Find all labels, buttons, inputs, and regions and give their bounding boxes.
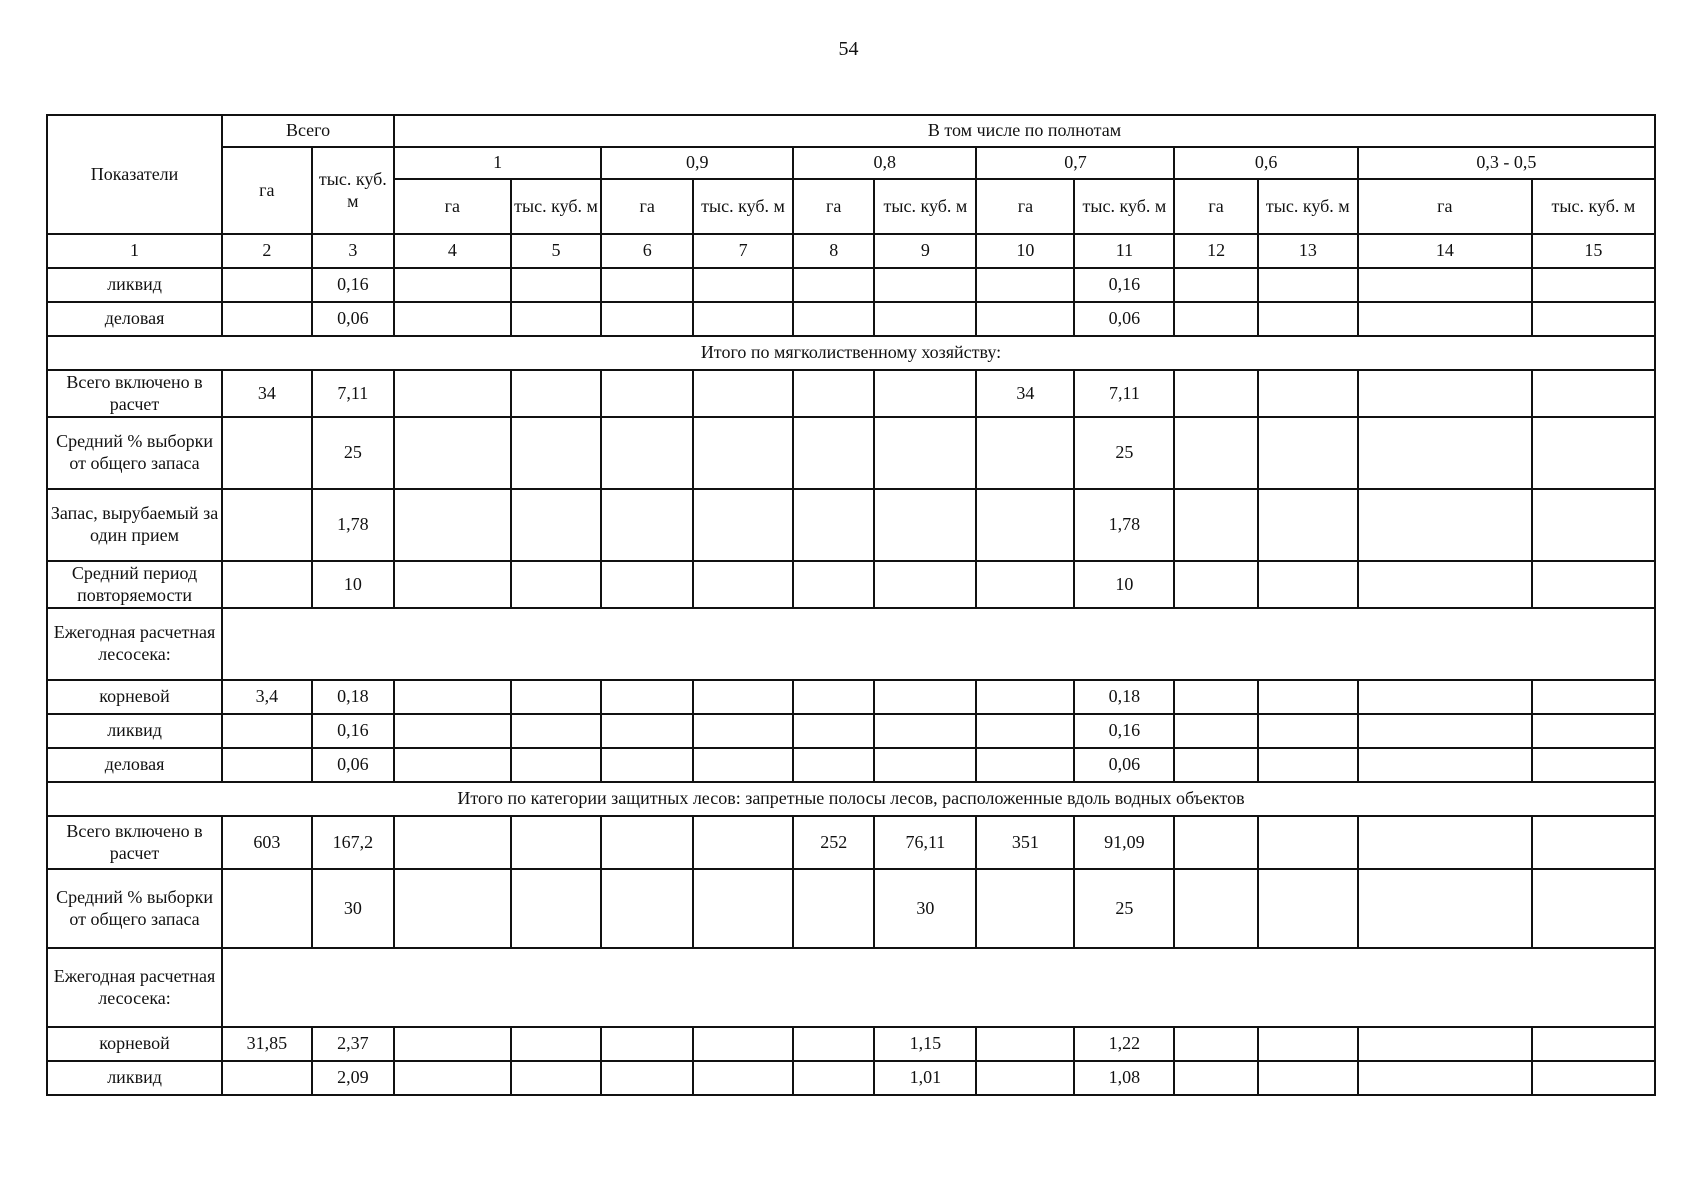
column-number: 15 bbox=[1532, 234, 1655, 268]
table-cell: 2,37 bbox=[312, 1027, 394, 1061]
table-cell bbox=[874, 489, 976, 561]
table-row bbox=[47, 748, 1655, 782]
table-cell: 0,16 bbox=[312, 714, 394, 748]
table-cell bbox=[511, 561, 602, 608]
table-cell bbox=[976, 417, 1074, 489]
column-number: 5 bbox=[511, 234, 602, 268]
table-cell bbox=[394, 816, 511, 869]
table-cell: 0,06 bbox=[312, 748, 394, 782]
table-cell bbox=[793, 370, 874, 417]
header-by-density: В том числе по полнотам bbox=[394, 115, 1655, 147]
column-number: 10 bbox=[976, 234, 1074, 268]
table-cell bbox=[1258, 1061, 1358, 1095]
row-label: Ежегодная расчетная лесосека: bbox=[47, 948, 222, 1027]
table-cell bbox=[222, 561, 312, 608]
table-cell bbox=[394, 268, 511, 302]
table-cell: 1,78 bbox=[312, 489, 394, 561]
table-cell bbox=[693, 370, 793, 417]
table-cell bbox=[1174, 1027, 1257, 1061]
table-cell bbox=[1358, 561, 1532, 608]
table-cell: 25 bbox=[1074, 417, 1174, 489]
table-cell: 10 bbox=[312, 561, 394, 608]
table-cell bbox=[693, 748, 793, 782]
table-cell bbox=[1174, 417, 1257, 489]
row-label: ликвид bbox=[47, 268, 222, 302]
column-number: 3 bbox=[312, 234, 394, 268]
table-cell bbox=[693, 489, 793, 561]
table-cell bbox=[693, 1027, 793, 1061]
table-cell: 0,16 bbox=[1074, 268, 1174, 302]
table-cell bbox=[394, 869, 511, 948]
table-cell bbox=[601, 1027, 693, 1061]
row-label: Запас, вырубаемый за один прием bbox=[47, 489, 222, 561]
table-cell: 34 bbox=[222, 370, 312, 417]
table-row bbox=[47, 1027, 1655, 1061]
table-row bbox=[47, 417, 1655, 489]
table-cell bbox=[1258, 816, 1358, 869]
table-cell bbox=[1358, 714, 1532, 748]
table-cell bbox=[874, 302, 976, 336]
header-density-0-9: 0,9 bbox=[601, 147, 793, 179]
table-cell bbox=[1174, 680, 1257, 714]
section-heading: Итого по мягколиственному хозяйству: bbox=[47, 336, 1655, 370]
table-cell bbox=[1532, 302, 1655, 336]
table-cell bbox=[222, 714, 312, 748]
table-cell bbox=[601, 816, 693, 869]
table-cell bbox=[394, 1061, 511, 1095]
table-cell bbox=[976, 1027, 1074, 1061]
table-cell: 351 bbox=[976, 816, 1074, 869]
table-cell bbox=[1532, 370, 1655, 417]
table-row bbox=[47, 714, 1655, 748]
table-cell bbox=[1258, 268, 1358, 302]
table-cell bbox=[1358, 1061, 1532, 1095]
table-cell: 91,09 bbox=[1074, 816, 1174, 869]
table-cell bbox=[222, 1061, 312, 1095]
header-sub-unit: га bbox=[1358, 179, 1532, 234]
table-cell bbox=[1174, 561, 1257, 608]
table-cell bbox=[976, 748, 1074, 782]
header-sub-unit: га bbox=[976, 179, 1074, 234]
table-cell bbox=[693, 417, 793, 489]
row-label: Средний % выборки от общего запаса bbox=[47, 869, 222, 948]
table-cell bbox=[1258, 1027, 1358, 1061]
table-cell bbox=[1532, 680, 1655, 714]
table-cell: 30 bbox=[874, 869, 976, 948]
table-cell bbox=[793, 714, 874, 748]
table-cell bbox=[394, 748, 511, 782]
table-row bbox=[47, 268, 1655, 302]
empty-merged-cell bbox=[222, 608, 1655, 680]
table-cell bbox=[511, 816, 602, 869]
table-cell bbox=[1532, 1027, 1655, 1061]
table-cell bbox=[1532, 489, 1655, 561]
table-cell bbox=[394, 417, 511, 489]
table-cell bbox=[394, 561, 511, 608]
table-cell bbox=[601, 489, 693, 561]
table-row bbox=[47, 302, 1655, 336]
column-number: 6 bbox=[601, 234, 693, 268]
table-cell bbox=[1258, 714, 1358, 748]
table-row bbox=[47, 336, 1655, 370]
table-cell bbox=[511, 417, 602, 489]
table-cell bbox=[394, 680, 511, 714]
header-sub-unit: га bbox=[394, 179, 511, 234]
table-cell bbox=[1358, 816, 1532, 869]
table-cell: 0,06 bbox=[1074, 748, 1174, 782]
header-density-0-8: 0,8 bbox=[793, 147, 976, 179]
table-cell bbox=[1258, 370, 1358, 417]
header-total: Всего bbox=[222, 115, 394, 147]
table-cell: 76,11 bbox=[874, 816, 976, 869]
table-row bbox=[47, 782, 1655, 816]
table-cell bbox=[874, 417, 976, 489]
header-density-0-3-0-5: 0,3 - 0,5 bbox=[1358, 147, 1655, 179]
table-cell bbox=[511, 370, 602, 417]
table-cell bbox=[511, 1027, 602, 1061]
table-cell bbox=[1358, 370, 1532, 417]
table-cell: 0,16 bbox=[1074, 714, 1174, 748]
table-cell bbox=[793, 268, 874, 302]
column-number: 2 bbox=[222, 234, 312, 268]
table-cell bbox=[1358, 1027, 1532, 1061]
table-cell: 25 bbox=[1074, 869, 1174, 948]
table-cell: 0,18 bbox=[312, 680, 394, 714]
table-cell bbox=[874, 268, 976, 302]
table-cell bbox=[222, 417, 312, 489]
table-cell bbox=[1532, 748, 1655, 782]
column-number: 14 bbox=[1358, 234, 1532, 268]
table-cell bbox=[1532, 869, 1655, 948]
table-cell: 252 bbox=[793, 816, 874, 869]
table-cell bbox=[601, 714, 693, 748]
table-cell bbox=[601, 417, 693, 489]
column-number: 8 bbox=[793, 234, 874, 268]
table-cell bbox=[1358, 302, 1532, 336]
table-cell bbox=[1532, 268, 1655, 302]
table-cell bbox=[693, 302, 793, 336]
table-row bbox=[47, 948, 1655, 1027]
table-cell: 34 bbox=[976, 370, 1074, 417]
table-cell bbox=[1174, 489, 1257, 561]
table-row bbox=[47, 1061, 1655, 1095]
table-cell bbox=[976, 714, 1074, 748]
table-cell bbox=[601, 680, 693, 714]
table-cell bbox=[976, 869, 1074, 948]
table-cell bbox=[693, 714, 793, 748]
table-cell bbox=[394, 714, 511, 748]
table-cell bbox=[874, 748, 976, 782]
table-cell: 10 bbox=[1074, 561, 1174, 608]
table-row bbox=[47, 370, 1655, 417]
header-sub-unit: га bbox=[793, 179, 874, 234]
row-label: деловая bbox=[47, 748, 222, 782]
table-row bbox=[47, 869, 1655, 948]
table-cell: 1,15 bbox=[874, 1027, 976, 1061]
table-cell bbox=[1532, 1061, 1655, 1095]
table-cell bbox=[601, 370, 693, 417]
table-cell bbox=[874, 680, 976, 714]
table-cell bbox=[693, 816, 793, 869]
header-density-0-6: 0,6 bbox=[1174, 147, 1357, 179]
table-cell bbox=[222, 748, 312, 782]
table-cell bbox=[511, 680, 602, 714]
table-cell bbox=[1258, 302, 1358, 336]
table-cell bbox=[1174, 1061, 1257, 1095]
table-cell bbox=[1174, 714, 1257, 748]
table-cell bbox=[976, 561, 1074, 608]
table-cell: 0,18 bbox=[1074, 680, 1174, 714]
table-cell bbox=[511, 302, 602, 336]
row-label: корневой bbox=[47, 1027, 222, 1061]
table-cell bbox=[1174, 268, 1257, 302]
column-number: 11 bbox=[1074, 234, 1174, 268]
header-density-1: 1 bbox=[394, 147, 601, 179]
page-number: 54 bbox=[838, 38, 859, 60]
table-cell bbox=[1358, 417, 1532, 489]
table-cell bbox=[1258, 748, 1358, 782]
table-cell: 1,78 bbox=[1074, 489, 1174, 561]
table-cell bbox=[1174, 370, 1257, 417]
table-cell: 31,85 bbox=[222, 1027, 312, 1061]
table-cell bbox=[1174, 748, 1257, 782]
table-cell bbox=[793, 1061, 874, 1095]
table-cell: 1,22 bbox=[1074, 1027, 1174, 1061]
column-number: 12 bbox=[1174, 234, 1257, 268]
table-cell: 603 bbox=[222, 816, 312, 869]
table-cell bbox=[511, 748, 602, 782]
column-number: 4 bbox=[394, 234, 511, 268]
table-cell bbox=[222, 489, 312, 561]
table-cell: 0,06 bbox=[1074, 302, 1174, 336]
header-density-0-7: 0,7 bbox=[976, 147, 1174, 179]
table-cell bbox=[511, 869, 602, 948]
table-cell bbox=[793, 561, 874, 608]
table-cell bbox=[793, 680, 874, 714]
table-cell bbox=[693, 869, 793, 948]
table-cell: 7,11 bbox=[312, 370, 394, 417]
table-cell bbox=[874, 561, 976, 608]
row-label: ликвид bbox=[47, 714, 222, 748]
table-cell: 25 bbox=[312, 417, 394, 489]
header-sub-unit: га bbox=[601, 179, 693, 234]
table-cell bbox=[793, 869, 874, 948]
header-sub-unit: тыс. куб. м bbox=[1532, 179, 1655, 234]
table-cell bbox=[976, 680, 1074, 714]
table-cell bbox=[693, 1061, 793, 1095]
table-cell bbox=[601, 268, 693, 302]
table-cell: 0,06 bbox=[312, 302, 394, 336]
table-cell: 1,08 bbox=[1074, 1061, 1174, 1095]
table-cell bbox=[793, 748, 874, 782]
table-cell: 7,11 bbox=[1074, 370, 1174, 417]
table-cell bbox=[601, 748, 693, 782]
table-cell bbox=[511, 714, 602, 748]
table-cell bbox=[874, 370, 976, 417]
row-label: деловая bbox=[47, 302, 222, 336]
table-cell bbox=[601, 561, 693, 608]
row-label: корневой bbox=[47, 680, 222, 714]
table-cell bbox=[693, 268, 793, 302]
table-cell: 1,01 bbox=[874, 1061, 976, 1095]
table-cell bbox=[222, 268, 312, 302]
header-sub-unit: тыс. куб. м bbox=[874, 179, 976, 234]
column-number: 7 bbox=[693, 234, 793, 268]
table-cell bbox=[793, 489, 874, 561]
row-label: ликвид bbox=[47, 1061, 222, 1095]
table-cell bbox=[976, 1061, 1074, 1095]
table-cell bbox=[394, 370, 511, 417]
row-label: Всего включено в расчет bbox=[47, 816, 222, 869]
table-cell bbox=[793, 417, 874, 489]
header-total-ha: га bbox=[222, 147, 312, 234]
table-row bbox=[47, 608, 1655, 680]
header-indicators: Показатели bbox=[47, 115, 222, 234]
row-label: Средний % выборки от общего запаса bbox=[47, 417, 222, 489]
table-cell: 0,16 bbox=[312, 268, 394, 302]
table-cell bbox=[1258, 489, 1358, 561]
table-cell bbox=[394, 302, 511, 336]
header-sub-unit: тыс. куб. м bbox=[693, 179, 793, 234]
table-cell bbox=[601, 302, 693, 336]
table-cell bbox=[511, 1061, 602, 1095]
table-cell bbox=[693, 561, 793, 608]
table-cell: 3,4 bbox=[222, 680, 312, 714]
table-cell bbox=[976, 268, 1074, 302]
table-cell bbox=[601, 1061, 693, 1095]
table-cell bbox=[511, 489, 602, 561]
row-label: Средний период повторяемости bbox=[47, 561, 222, 608]
table-cell bbox=[1174, 302, 1257, 336]
header-total-m3: тыс. куб. м bbox=[312, 147, 394, 234]
table-cell bbox=[1532, 417, 1655, 489]
section-heading: Итого по категории защитных лесов: запретные полосы лесов, расположенные вдоль водных объектов bbox=[47, 782, 1655, 816]
table-cell bbox=[976, 302, 1074, 336]
table-cell bbox=[976, 489, 1074, 561]
table-row bbox=[47, 680, 1655, 714]
table-row bbox=[47, 561, 1655, 608]
row-label: Всего включено в расчет bbox=[47, 370, 222, 417]
table-cell: 30 bbox=[312, 869, 394, 948]
table-row bbox=[47, 489, 1655, 561]
table-cell bbox=[1358, 489, 1532, 561]
table-cell bbox=[1258, 869, 1358, 948]
table-cell: 2,09 bbox=[312, 1061, 394, 1095]
table-cell bbox=[793, 302, 874, 336]
table-row bbox=[47, 816, 1655, 869]
table-cell bbox=[511, 268, 602, 302]
header-sub-unit: га bbox=[1174, 179, 1257, 234]
table-cell bbox=[394, 489, 511, 561]
row-label: Ежегодная расчетная лесосека: bbox=[47, 608, 222, 680]
table-cell bbox=[601, 869, 693, 948]
header-sub-unit: тыс. куб. м bbox=[1074, 179, 1174, 234]
table-cell bbox=[222, 302, 312, 336]
empty-merged-cell bbox=[222, 948, 1655, 1027]
table-cell bbox=[874, 714, 976, 748]
table-cell bbox=[1358, 748, 1532, 782]
table-cell bbox=[1532, 561, 1655, 608]
table-cell bbox=[1532, 714, 1655, 748]
table-cell bbox=[1258, 680, 1358, 714]
column-number: 1 bbox=[47, 234, 222, 268]
table-cell bbox=[793, 1027, 874, 1061]
table-cell bbox=[1358, 680, 1532, 714]
table-cell bbox=[394, 1027, 511, 1061]
table-cell bbox=[222, 869, 312, 948]
table-cell bbox=[693, 680, 793, 714]
table-cell bbox=[1532, 816, 1655, 869]
table-cell bbox=[1174, 816, 1257, 869]
table-cell bbox=[1258, 561, 1358, 608]
column-number: 13 bbox=[1258, 234, 1358, 268]
felling-table bbox=[46, 114, 1656, 1096]
header-sub-unit: тыс. куб. м bbox=[511, 179, 602, 234]
column-number: 9 bbox=[874, 234, 976, 268]
header-sub-unit: тыс. куб. м bbox=[1258, 179, 1358, 234]
table-cell bbox=[1358, 869, 1532, 948]
table-cell: 167,2 bbox=[312, 816, 394, 869]
table-cell bbox=[1174, 869, 1257, 948]
table-cell bbox=[1358, 268, 1532, 302]
table-cell bbox=[1258, 417, 1358, 489]
